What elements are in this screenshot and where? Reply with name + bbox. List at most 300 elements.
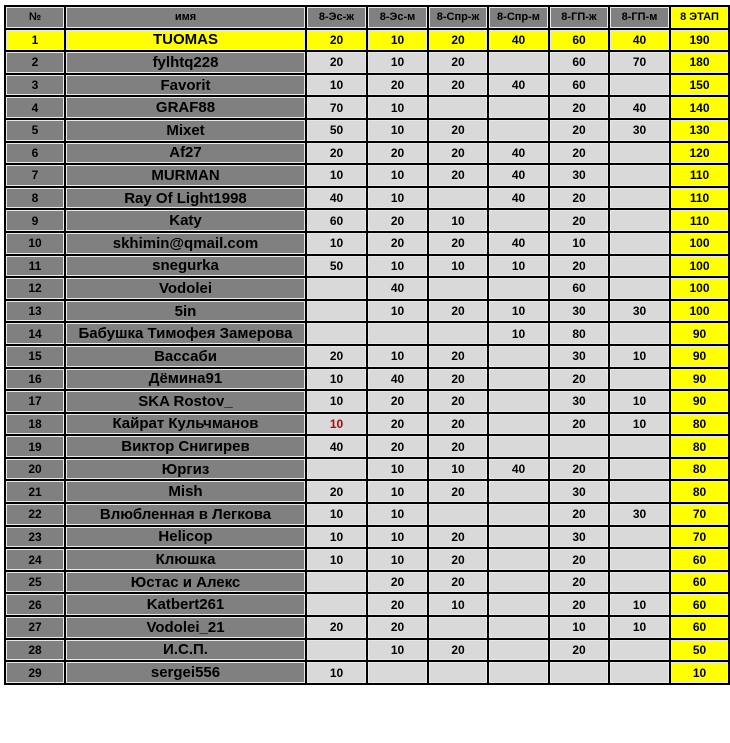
score-cell[interactable]: 10 bbox=[367, 503, 428, 526]
player-name-cell[interactable]: Виктор Снигирев bbox=[65, 435, 306, 458]
score-cell[interactable]: 40 bbox=[306, 187, 367, 210]
rank-cell[interactable]: 1 bbox=[5, 29, 65, 52]
score-cell[interactable]: 10 bbox=[609, 390, 670, 413]
score-cell[interactable]: 30 bbox=[609, 119, 670, 142]
score-cell[interactable]: 70 bbox=[306, 96, 367, 119]
table-row bbox=[5, 209, 729, 232]
score-cell[interactable]: 20 bbox=[367, 413, 428, 436]
score-cell[interactable] bbox=[488, 51, 549, 74]
score-cell[interactable] bbox=[549, 661, 609, 684]
score-cell[interactable]: 20 bbox=[549, 413, 609, 436]
rank-cell[interactable]: 25 bbox=[5, 571, 65, 594]
player-name-cell[interactable]: Af27 bbox=[65, 142, 306, 165]
score-cell[interactable] bbox=[488, 96, 549, 119]
score-cell[interactable]: 20 bbox=[428, 548, 488, 571]
stage-total-cell[interactable]: 190 bbox=[670, 29, 729, 52]
score-cell[interactable] bbox=[609, 255, 670, 278]
score-cell[interactable]: 20 bbox=[367, 390, 428, 413]
stage-total-cell[interactable]: 120 bbox=[670, 142, 729, 165]
table-row bbox=[5, 435, 729, 458]
score-cell[interactable] bbox=[609, 368, 670, 391]
score-cell[interactable] bbox=[306, 593, 367, 616]
score-cell[interactable] bbox=[609, 187, 670, 210]
rank-cell[interactable]: 29 bbox=[5, 661, 65, 684]
score-cell[interactable]: 40 bbox=[488, 29, 549, 52]
score-cell[interactable] bbox=[609, 480, 670, 503]
score-cell[interactable]: 40 bbox=[488, 74, 549, 97]
score-cell[interactable]: 10 bbox=[367, 526, 428, 549]
stage-total-cell[interactable]: 110 bbox=[670, 209, 729, 232]
score-cell[interactable]: 20 bbox=[428, 74, 488, 97]
score-cell[interactable] bbox=[488, 548, 549, 571]
score-cell[interactable] bbox=[306, 277, 367, 300]
stage-total-cell[interactable]: 80 bbox=[670, 435, 729, 458]
table-row bbox=[5, 616, 729, 639]
rank-cell[interactable]: 10 bbox=[5, 232, 65, 255]
player-name-cell[interactable]: Юстас и Алекс bbox=[65, 571, 306, 594]
stage-total-cell[interactable]: 140 bbox=[670, 96, 729, 119]
score-cell[interactable]: 20 bbox=[428, 142, 488, 165]
score-cell[interactable]: 50 bbox=[306, 119, 367, 142]
player-name-cell[interactable]: Вассаби bbox=[65, 345, 306, 368]
score-cell[interactable]: 80 bbox=[549, 322, 609, 345]
player-name-cell[interactable]: GRAF88 bbox=[65, 96, 306, 119]
score-cell[interactable]: 10 bbox=[306, 164, 367, 187]
table-row bbox=[5, 345, 729, 368]
table-row bbox=[5, 526, 729, 549]
player-name-cell[interactable]: Katy bbox=[65, 209, 306, 232]
stage-total-cell[interactable]: 110 bbox=[670, 187, 729, 210]
score-cell[interactable] bbox=[609, 571, 670, 594]
score-cell[interactable]: 10 bbox=[306, 232, 367, 255]
table-row bbox=[5, 119, 729, 142]
score-cell[interactable] bbox=[488, 593, 549, 616]
stage-total-cell[interactable]: 60 bbox=[670, 616, 729, 639]
stage-total-cell[interactable]: 60 bbox=[670, 571, 729, 594]
score-cell[interactable]: 10 bbox=[367, 639, 428, 662]
score-cell[interactable]: 20 bbox=[367, 209, 428, 232]
score-cell[interactable]: 20 bbox=[549, 593, 609, 616]
score-cell[interactable]: 20 bbox=[306, 29, 367, 52]
score-cell[interactable] bbox=[488, 209, 549, 232]
stage-total-cell[interactable]: 10 bbox=[670, 661, 729, 684]
stage-total-cell[interactable]: 100 bbox=[670, 255, 729, 278]
score-cell[interactable] bbox=[428, 661, 488, 684]
score-cell[interactable]: 10 bbox=[367, 548, 428, 571]
table-row bbox=[5, 255, 729, 278]
score-cell[interactable] bbox=[488, 413, 549, 436]
rank-cell[interactable]: 8 bbox=[5, 187, 65, 210]
rank-cell[interactable]: 22 bbox=[5, 503, 65, 526]
score-cell[interactable]: 10 bbox=[306, 413, 367, 436]
table-row bbox=[5, 639, 729, 662]
score-cell[interactable]: 10 bbox=[367, 255, 428, 278]
header-es-w: 8-Эс-ж bbox=[306, 6, 367, 29]
stage-total-cell[interactable]: 80 bbox=[670, 458, 729, 481]
stage-total-cell[interactable]: 110 bbox=[670, 164, 729, 187]
score-cell[interactable]: 10 bbox=[367, 480, 428, 503]
score-cell[interactable]: 10 bbox=[367, 119, 428, 142]
score-cell[interactable]: 20 bbox=[549, 255, 609, 278]
score-cell[interactable]: 20 bbox=[367, 616, 428, 639]
player-name-cell[interactable]: skhimin@qmail.com bbox=[65, 232, 306, 255]
player-name-cell[interactable]: MURMAN bbox=[65, 164, 306, 187]
score-cell[interactable] bbox=[488, 119, 549, 142]
table-row bbox=[5, 232, 729, 255]
score-cell[interactable] bbox=[609, 548, 670, 571]
score-cell[interactable]: 20 bbox=[367, 571, 428, 594]
stage-total-cell[interactable]: 90 bbox=[670, 322, 729, 345]
score-cell[interactable] bbox=[428, 96, 488, 119]
score-cell[interactable]: 30 bbox=[549, 300, 609, 323]
rank-cell[interactable]: 18 bbox=[5, 413, 65, 436]
score-cell[interactable]: 20 bbox=[428, 413, 488, 436]
table-row bbox=[5, 413, 729, 436]
score-cell[interactable]: 20 bbox=[549, 503, 609, 526]
score-cell[interactable]: 60 bbox=[549, 29, 609, 52]
score-cell[interactable]: 70 bbox=[609, 51, 670, 74]
score-cell[interactable]: 20 bbox=[306, 480, 367, 503]
rank-cell[interactable]: 14 bbox=[5, 322, 65, 345]
stage-total-cell[interactable]: 130 bbox=[670, 119, 729, 142]
header-gp-w: 8-ГП-ж bbox=[549, 6, 609, 29]
score-cell[interactable]: 10 bbox=[367, 164, 428, 187]
table-row bbox=[5, 142, 729, 165]
score-cell[interactable]: 10 bbox=[367, 458, 428, 481]
player-name-cell[interactable]: Vodolei bbox=[65, 277, 306, 300]
standings-table bbox=[4, 5, 730, 685]
score-cell[interactable]: 30 bbox=[549, 390, 609, 413]
header-number: № bbox=[5, 6, 65, 29]
score-cell[interactable]: 10 bbox=[306, 503, 367, 526]
score-cell[interactable]: 20 bbox=[428, 51, 488, 74]
score-cell[interactable] bbox=[609, 209, 670, 232]
score-cell[interactable] bbox=[488, 661, 549, 684]
score-cell[interactable]: 40 bbox=[488, 458, 549, 481]
score-cell[interactable]: 10 bbox=[609, 616, 670, 639]
score-cell[interactable]: 10 bbox=[428, 593, 488, 616]
table-row bbox=[5, 458, 729, 481]
table-row bbox=[5, 390, 729, 413]
rank-cell[interactable]: 16 bbox=[5, 368, 65, 391]
score-cell[interactable]: 20 bbox=[549, 571, 609, 594]
score-cell[interactable]: 10 bbox=[428, 255, 488, 278]
score-cell[interactable] bbox=[488, 480, 549, 503]
score-cell[interactable]: 20 bbox=[549, 209, 609, 232]
score-cell[interactable]: 40 bbox=[488, 164, 549, 187]
stage-total-cell[interactable]: 70 bbox=[670, 526, 729, 549]
rank-cell[interactable]: 23 bbox=[5, 526, 65, 549]
score-cell[interactable]: 40 bbox=[609, 96, 670, 119]
score-cell[interactable]: 20 bbox=[367, 435, 428, 458]
score-cell[interactable]: 60 bbox=[549, 74, 609, 97]
score-cell[interactable] bbox=[428, 277, 488, 300]
header-gp-m: 8-ГП-м bbox=[609, 6, 670, 29]
player-name-cell[interactable]: Влюбленная в Легкова bbox=[65, 503, 306, 526]
score-cell[interactable]: 10 bbox=[549, 616, 609, 639]
score-cell[interactable] bbox=[609, 526, 670, 549]
player-name-cell[interactable]: И.С.П. bbox=[65, 639, 306, 662]
score-cell[interactable]: 10 bbox=[549, 232, 609, 255]
score-cell[interactable]: 10 bbox=[306, 368, 367, 391]
header-es-m: 8-Эс-м bbox=[367, 6, 428, 29]
score-cell[interactable]: 10 bbox=[367, 51, 428, 74]
score-cell[interactable]: 40 bbox=[488, 142, 549, 165]
player-name-cell[interactable]: Favorit bbox=[65, 74, 306, 97]
player-name-cell[interactable]: Mish bbox=[65, 480, 306, 503]
rank-cell[interactable]: 24 bbox=[5, 548, 65, 571]
rank-cell[interactable]: 19 bbox=[5, 435, 65, 458]
table-row bbox=[5, 571, 729, 594]
score-cell[interactable]: 40 bbox=[306, 435, 367, 458]
score-cell[interactable]: 20 bbox=[549, 458, 609, 481]
score-cell[interactable]: 20 bbox=[367, 593, 428, 616]
score-cell[interactable] bbox=[306, 300, 367, 323]
rank-cell[interactable]: 12 bbox=[5, 277, 65, 300]
score-cell[interactable]: 20 bbox=[306, 345, 367, 368]
score-cell[interactable]: 20 bbox=[428, 119, 488, 142]
score-cell[interactable] bbox=[609, 142, 670, 165]
score-cell[interactable]: 10 bbox=[367, 345, 428, 368]
player-name-cell[interactable]: TUOMAS bbox=[65, 29, 306, 52]
score-cell[interactable]: 10 bbox=[488, 300, 549, 323]
score-cell[interactable] bbox=[609, 232, 670, 255]
score-cell[interactable]: 20 bbox=[549, 142, 609, 165]
score-cell[interactable]: 10 bbox=[609, 345, 670, 368]
score-cell[interactable]: 20 bbox=[428, 345, 488, 368]
score-cell[interactable]: 10 bbox=[609, 593, 670, 616]
score-cell[interactable]: 10 bbox=[306, 390, 367, 413]
score-cell[interactable] bbox=[609, 458, 670, 481]
score-cell[interactable]: 10 bbox=[488, 322, 549, 345]
score-cell[interactable] bbox=[488, 526, 549, 549]
score-cell[interactable]: 60 bbox=[306, 209, 367, 232]
score-cell[interactable]: 30 bbox=[549, 164, 609, 187]
rank-cell[interactable]: 5 bbox=[5, 119, 65, 142]
score-cell[interactable] bbox=[488, 503, 549, 526]
table-row bbox=[5, 187, 729, 210]
rank-cell[interactable]: 15 bbox=[5, 345, 65, 368]
rank-cell[interactable]: 21 bbox=[5, 480, 65, 503]
score-cell[interactable] bbox=[609, 435, 670, 458]
stage-total-cell[interactable]: 100 bbox=[670, 300, 729, 323]
score-cell[interactable]: 10 bbox=[306, 526, 367, 549]
rank-cell[interactable]: 11 bbox=[5, 255, 65, 278]
score-cell[interactable]: 20 bbox=[428, 390, 488, 413]
player-name-cell[interactable]: Юргиз bbox=[65, 458, 306, 481]
table-row bbox=[5, 548, 729, 571]
score-cell[interactable]: 20 bbox=[549, 368, 609, 391]
score-cell[interactable] bbox=[488, 435, 549, 458]
header-name: имя bbox=[65, 6, 306, 29]
rank-cell[interactable]: 2 bbox=[5, 51, 65, 74]
score-cell[interactable] bbox=[609, 639, 670, 662]
score-cell[interactable]: 20 bbox=[428, 480, 488, 503]
score-cell[interactable]: 20 bbox=[428, 29, 488, 52]
player-name-cell[interactable]: Дёмина91 bbox=[65, 368, 306, 391]
score-cell[interactable]: 10 bbox=[367, 96, 428, 119]
score-cell[interactable]: 10 bbox=[428, 458, 488, 481]
score-cell[interactable]: 20 bbox=[549, 119, 609, 142]
score-cell[interactable] bbox=[367, 322, 428, 345]
score-cell[interactable] bbox=[306, 639, 367, 662]
score-cell[interactable]: 40 bbox=[367, 368, 428, 391]
score-cell[interactable]: 10 bbox=[306, 548, 367, 571]
score-cell[interactable]: 40 bbox=[488, 232, 549, 255]
stage-total-cell[interactable]: 80 bbox=[670, 413, 729, 436]
score-cell[interactable]: 30 bbox=[549, 480, 609, 503]
score-cell[interactable] bbox=[488, 368, 549, 391]
score-cell[interactable]: 40 bbox=[367, 277, 428, 300]
score-cell[interactable]: 20 bbox=[367, 142, 428, 165]
score-cell[interactable]: 10 bbox=[428, 209, 488, 232]
score-cell[interactable]: 20 bbox=[428, 435, 488, 458]
score-cell[interactable] bbox=[488, 639, 549, 662]
table-row bbox=[5, 74, 729, 97]
table-row bbox=[5, 277, 729, 300]
score-cell[interactable] bbox=[428, 503, 488, 526]
score-cell[interactable]: 10 bbox=[306, 74, 367, 97]
player-name-cell[interactable]: Mixet bbox=[65, 119, 306, 142]
table-row bbox=[5, 300, 729, 323]
score-cell[interactable]: 20 bbox=[306, 142, 367, 165]
stage-total-cell[interactable]: 90 bbox=[670, 390, 729, 413]
rank-cell[interactable]: 4 bbox=[5, 96, 65, 119]
player-name-cell[interactable]: sergei556 bbox=[65, 661, 306, 684]
score-cell[interactable]: 10 bbox=[367, 29, 428, 52]
score-cell[interactable]: 20 bbox=[428, 571, 488, 594]
header-stage-total: 8 ЭТАП bbox=[670, 6, 729, 29]
score-cell[interactable]: 20 bbox=[306, 616, 367, 639]
score-cell[interactable]: 20 bbox=[428, 639, 488, 662]
score-cell[interactable]: 20 bbox=[549, 187, 609, 210]
score-cell[interactable]: 20 bbox=[367, 74, 428, 97]
player-name-cell[interactable]: snegurka bbox=[65, 255, 306, 278]
stage-total-cell[interactable]: 180 bbox=[670, 51, 729, 74]
stage-total-cell[interactable]: 100 bbox=[670, 277, 729, 300]
table-row bbox=[5, 164, 729, 187]
player-name-cell[interactable]: Vodolei_21 bbox=[65, 616, 306, 639]
score-cell[interactable]: 10 bbox=[488, 255, 549, 278]
score-cell[interactable]: 60 bbox=[549, 51, 609, 74]
score-cell[interactable] bbox=[488, 571, 549, 594]
score-cell[interactable] bbox=[488, 390, 549, 413]
table-row bbox=[5, 593, 729, 616]
rank-cell[interactable]: 26 bbox=[5, 593, 65, 616]
score-cell[interactable] bbox=[609, 164, 670, 187]
player-name-cell[interactable]: Клюшка bbox=[65, 548, 306, 571]
score-cell[interactable] bbox=[428, 616, 488, 639]
player-name-cell[interactable]: Кайрат Кульчманов bbox=[65, 413, 306, 436]
rank-cell[interactable]: 3 bbox=[5, 74, 65, 97]
rank-cell[interactable]: 9 bbox=[5, 209, 65, 232]
score-cell[interactable]: 20 bbox=[428, 232, 488, 255]
rank-cell[interactable]: 20 bbox=[5, 458, 65, 481]
stage-total-cell[interactable]: 70 bbox=[670, 503, 729, 526]
score-cell[interactable] bbox=[306, 458, 367, 481]
score-cell[interactable] bbox=[488, 345, 549, 368]
stage-total-cell[interactable]: 50 bbox=[670, 639, 729, 662]
table-row bbox=[5, 51, 729, 74]
table-row bbox=[5, 368, 729, 391]
score-cell[interactable] bbox=[609, 322, 670, 345]
score-cell[interactable] bbox=[306, 571, 367, 594]
player-name-cell[interactable]: fylhtq228 bbox=[65, 51, 306, 74]
table-row bbox=[5, 503, 729, 526]
player-name-cell[interactable]: Helicop bbox=[65, 526, 306, 549]
table-row bbox=[5, 29, 729, 52]
score-cell[interactable]: 10 bbox=[367, 300, 428, 323]
player-name-cell[interactable]: 5in bbox=[65, 300, 306, 323]
rank-cell[interactable]: 27 bbox=[5, 616, 65, 639]
score-cell[interactable]: 20 bbox=[428, 526, 488, 549]
score-cell[interactable] bbox=[488, 616, 549, 639]
score-cell[interactable]: 60 bbox=[549, 277, 609, 300]
rank-cell[interactable]: 17 bbox=[5, 390, 65, 413]
score-cell[interactable]: 30 bbox=[609, 503, 670, 526]
stage-total-cell[interactable]: 90 bbox=[670, 345, 729, 368]
score-cell[interactable] bbox=[367, 661, 428, 684]
score-cell[interactable]: 20 bbox=[549, 548, 609, 571]
stage-total-cell[interactable]: 100 bbox=[670, 232, 729, 255]
score-cell[interactable]: 20 bbox=[549, 639, 609, 662]
rank-cell[interactable]: 13 bbox=[5, 300, 65, 323]
score-cell[interactable]: 20 bbox=[428, 164, 488, 187]
score-cell[interactable]: 30 bbox=[609, 300, 670, 323]
score-cell[interactable] bbox=[428, 322, 488, 345]
score-cell[interactable]: 30 bbox=[549, 526, 609, 549]
stage-total-cell[interactable]: 80 bbox=[670, 480, 729, 503]
score-cell[interactable]: 20 bbox=[428, 368, 488, 391]
score-cell[interactable] bbox=[549, 435, 609, 458]
score-cell[interactable] bbox=[428, 187, 488, 210]
stage-total-cell[interactable]: 90 bbox=[670, 368, 729, 391]
stage-total-cell[interactable]: 60 bbox=[670, 593, 729, 616]
score-cell[interactable] bbox=[609, 661, 670, 684]
player-name-cell[interactable]: Katbert261 bbox=[65, 593, 306, 616]
table-row bbox=[5, 322, 729, 345]
score-cell[interactable]: 50 bbox=[306, 255, 367, 278]
score-cell[interactable] bbox=[609, 277, 670, 300]
header-spr-m: 8-Спр-м bbox=[488, 6, 549, 29]
score-cell[interactable]: 10 bbox=[367, 187, 428, 210]
rank-cell[interactable]: 28 bbox=[5, 639, 65, 662]
score-cell[interactable]: 40 bbox=[609, 29, 670, 52]
score-cell[interactable] bbox=[306, 322, 367, 345]
table-row bbox=[5, 661, 729, 684]
player-name-cell[interactable]: Бабушка Тимофея Замерова bbox=[65, 322, 306, 345]
score-cell[interactable]: 40 bbox=[488, 187, 549, 210]
score-cell[interactable]: 10 bbox=[306, 661, 367, 684]
stage-total-cell[interactable]: 150 bbox=[670, 74, 729, 97]
header-spr-w: 8-Спр-ж bbox=[428, 6, 488, 29]
score-cell[interactable]: 20 bbox=[306, 51, 367, 74]
rank-cell[interactable]: 7 bbox=[5, 164, 65, 187]
rank-cell[interactable]: 6 bbox=[5, 142, 65, 165]
table-row bbox=[5, 96, 729, 119]
score-cell[interactable] bbox=[609, 74, 670, 97]
score-cell[interactable]: 30 bbox=[549, 345, 609, 368]
score-cell[interactable] bbox=[488, 277, 549, 300]
stage-total-cell[interactable]: 60 bbox=[670, 548, 729, 571]
player-name-cell[interactable]: Ray Of Light1998 bbox=[65, 187, 306, 210]
score-cell[interactable]: 10 bbox=[609, 413, 670, 436]
score-cell[interactable]: 20 bbox=[367, 232, 428, 255]
header-row bbox=[5, 6, 729, 29]
score-cell[interactable]: 20 bbox=[549, 96, 609, 119]
player-name-cell[interactable]: SKA Rostov_ bbox=[65, 390, 306, 413]
score-cell[interactable]: 20 bbox=[428, 300, 488, 323]
